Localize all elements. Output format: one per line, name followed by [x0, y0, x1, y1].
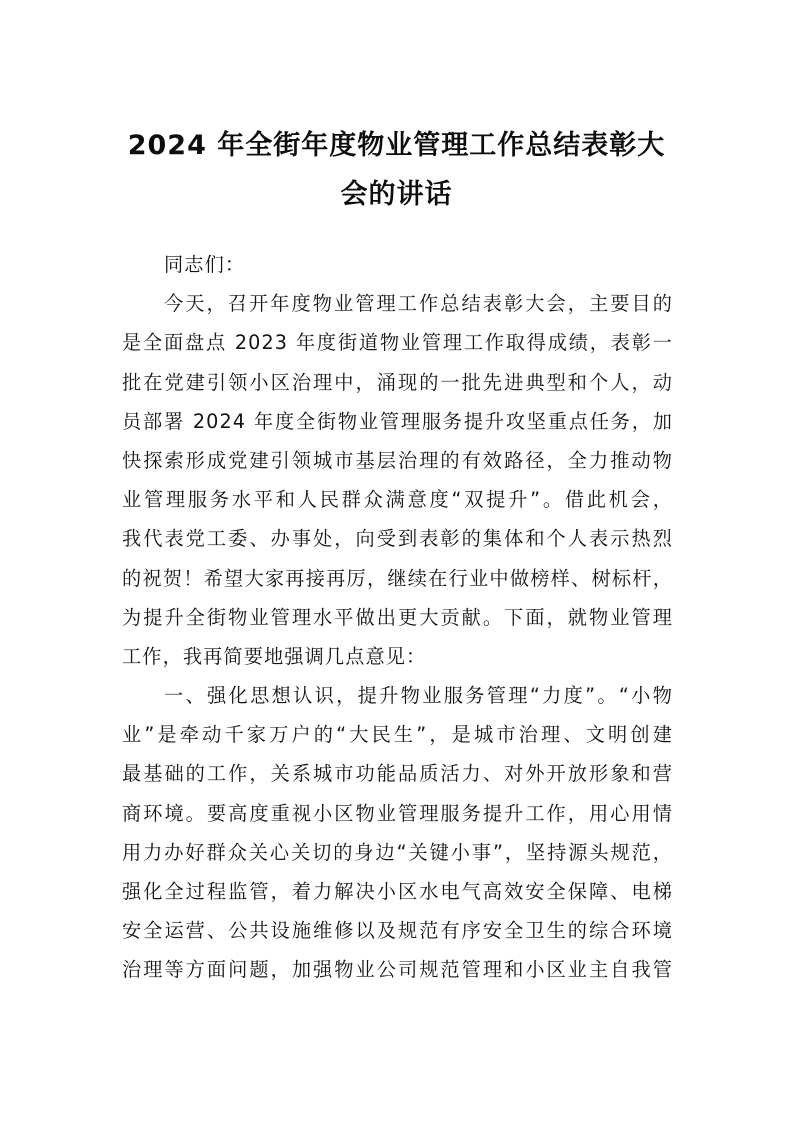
paragraph-1-line: 今天，召开年度物业管理工作总结表彰大会，主要目的 [164, 292, 673, 316]
paragraph-1-line: 工作，我再简要地强调几点意见： [122, 644, 427, 668]
paragraph-2-line: 业”是牵动千家万户的“大民生”，是城市治理、文明创建 [122, 723, 673, 747]
document-body [122, 245, 673, 990]
document-title-line-1: 2024 年全街年度物业管理工作总结表彰大 [127, 130, 666, 161]
paragraph-1-line: 业管理服务水平和人民群众满意度“双提升”。借此机会， [122, 488, 673, 512]
paragraph-2-line: 用力办好群众关心关切的身边“关键小事”，坚持源头规范， [122, 840, 673, 864]
paragraph-1-line: 快探索形成党建引领城市基层治理的有效路径，全力推动物 [122, 448, 673, 472]
paragraph-1-line: 为提升全街物业管理水平做出更大贡献。下面，就物业管理 [122, 605, 673, 629]
paragraph-1-line: 是全面盘点 2023 年度街道物业管理工作取得成绩，表彰一 [122, 331, 673, 355]
paragraph-1-line: 员部署 2024 年度全街物业管理服务提升攻坚重点任务，加 [122, 409, 673, 433]
paragraph-2-line: 最基础的工作，关系城市功能品质活力、对外开放形象和营 [122, 762, 673, 786]
document-title-line-2: 会的讲话 [340, 179, 453, 210]
greeting-line: 同志们： [164, 253, 246, 276]
paragraph-1-line: 批在党建引领小区治理中，涌现的一批先进典型和个人，动 [122, 370, 673, 394]
paragraph-1-line: 我代表党工委、办事处，向受到表彰的集体和个人表示热烈 [122, 527, 673, 551]
paragraph-1-line: 的祝贺！希望大家再接再厉，继续在行业中做榜样、树标杆， [122, 566, 673, 590]
paragraph-2-line: 一、强化思想认识，提升物业服务管理“力度”。“小物 [164, 684, 673, 708]
paragraph-2-line: 治理等方面问题，加强物业公司规范管理和小区业主自我管 [122, 958, 673, 982]
paragraph-2-line: 强化全过程监管，着力解决小区水电气高效安全保障、电梯 [122, 880, 673, 903]
paragraph-2-line: 商环境。要高度重视小区物业管理服务提升工作，用心用情 [122, 801, 673, 825]
paragraph-2-line: 安全运营、公共设施维修以及规范有序安全卫生的综合环境 [122, 919, 673, 943]
